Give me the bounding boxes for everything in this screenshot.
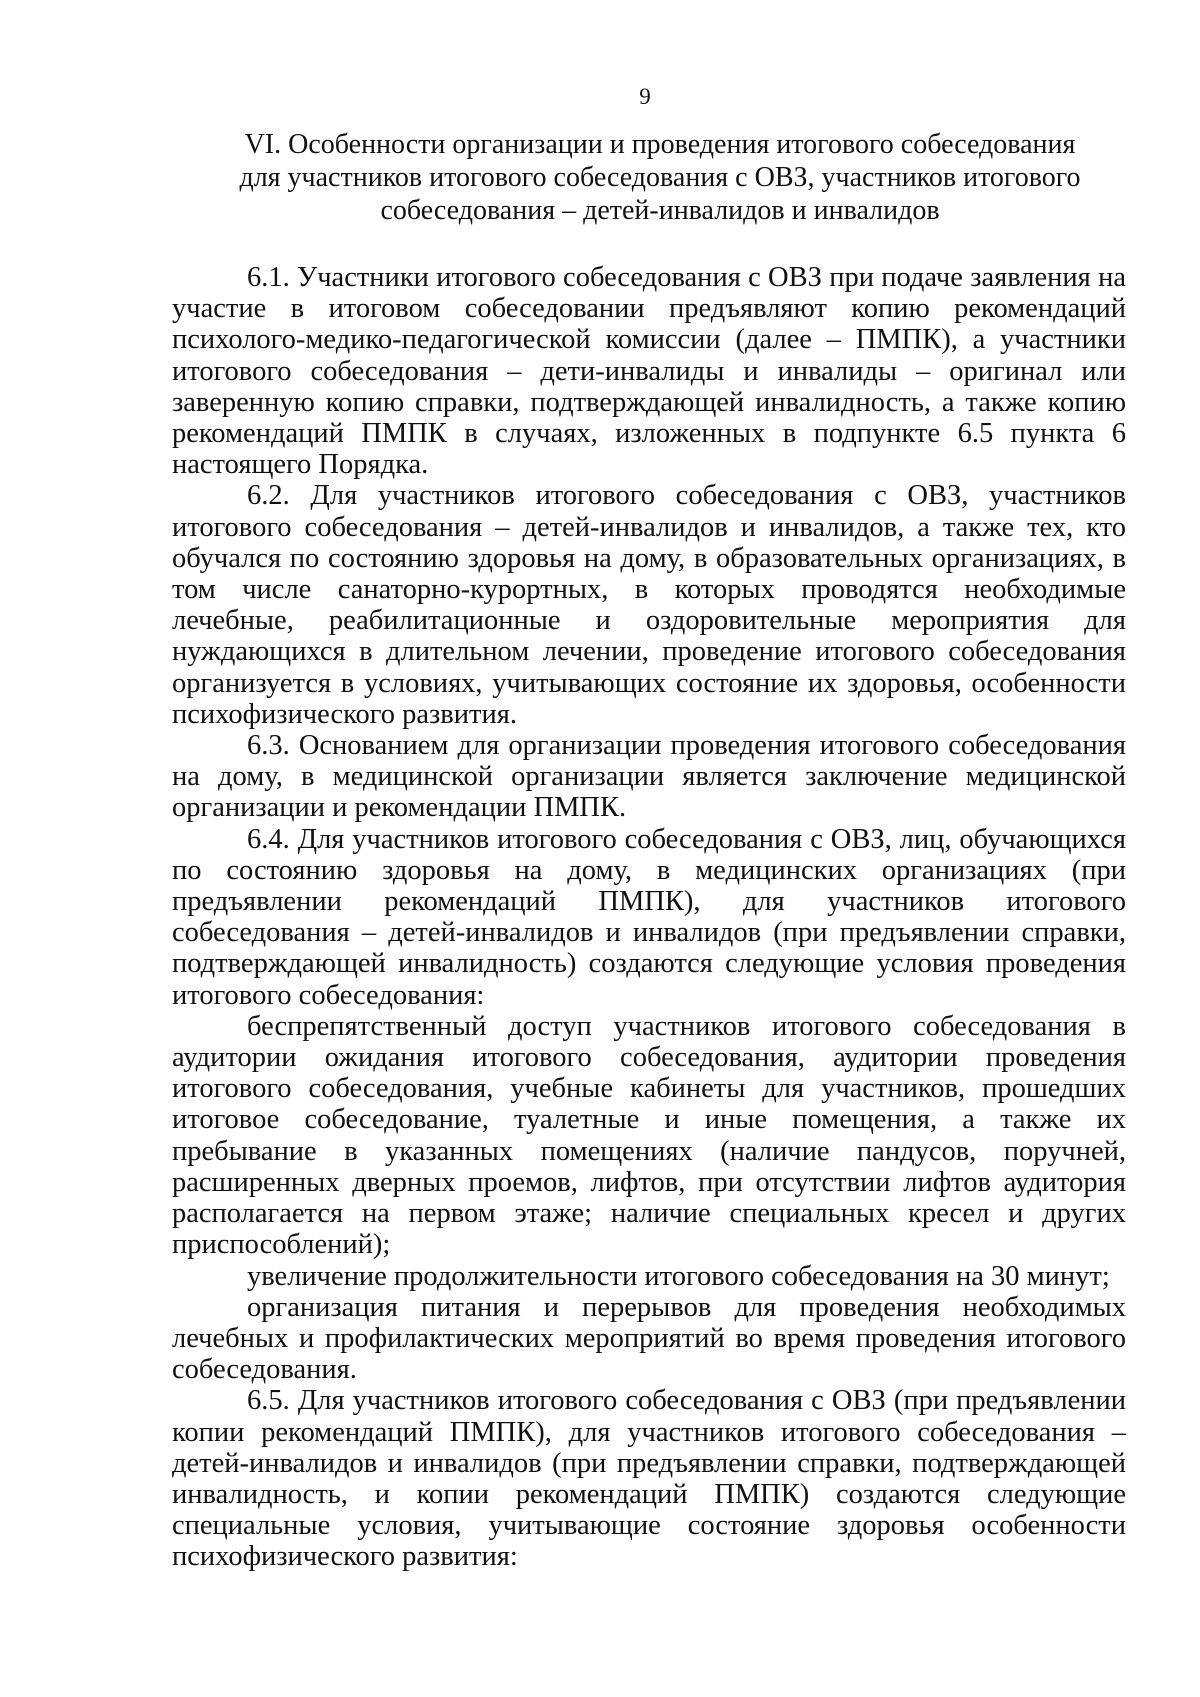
paragraph-condition-access: беспрепятственный доступ участников итогового собеседования в аудитории ожидания итогового собеседования, аудитории проведения итогового собеседования, учебные кабинеты для участников, прошедших итоговое собеседование, туалетные и иные помещения, а также их пребывание в указанных помещениях (наличие пандусов, поручней, расширенных дверных проемов, лифтов, при отсутствии лифтов аудитория располагается на первом этаже; наличие специальных кресел и других приспособлений); [172,1010,1126,1261]
heading-line: для участников итогового собеседования с ОВЗ, участников итогового [239,162,1081,193]
paragraph-6-1: 6.1. Участники итогового собеседования с ОВЗ при подаче заявления на участие в итоговом собеседовании предъявляют копию рекомендаций психолого-медико-педагогической комиссии (далее – ПМПК), а участники итогового собеседования – дети-инвалиды и инвалиды – оригинал или заверенную копию справки, подтверждающей инвалидность, а также копию рекомендаций ПМПК в случаях, изложенных в подпункте 6.5 пункта 6 настоящего Порядка. [172,262,1126,481]
document-body [172,262,1126,1573]
paragraph-6-5: 6.5. Для участников итогового собеседования с ОВЗ (при предъявлении копии рекомендаций ПМПК), для участников итогового собеседования – детей-инвалидов и инвалидов (при предъявлении справки, подтверждающей инвалидность, и копии рекомендаций ПМПК) создаются следующие специальные условия, учитывающие состояние здоровья особенности психофизического развития: [172,1385,1126,1573]
paragraph-6-3: 6.3. Основанием для организации проведения итогового собеседования на дому, в медицинской организации является заключение медицинской организации и рекомендации ПМПК. [172,730,1126,824]
paragraph-6-4: 6.4. Для участников итогового собеседования с ОВЗ, лиц, обучающихся по состоянию здоровья на дому, в медицинских организациях (при предъявлении рекомендаций ПМПК), для участников итогового собеседования – детей-инвалидов и инвалидов (при предъявлении справки, подтверждающей инвалидность) создаются следующие условия проведения итогового собеседования: [172,823,1126,1011]
paragraph-condition-meals: организация питания и перерывов для проведения необходимых лечебных и профилактических мероприятий во время проведения итогового собеседования. [172,1291,1126,1386]
page-number: 9 [639,84,651,109]
paragraph-6-2: 6.2. Для участников итогового собеседования с ОВЗ, участников итогового собеседования – детей-инвалидов и инвалидов, а также тех, кто обучался по состоянию здоровья на дому, в образовательных организациях, в том числе санаторно-курортных, в которых проводятся необходимые лечебные, реабилитационные и оздоровительные мероприятия для нуждающихся в длительном лечении, проведение итогового собеседования организуется в условиях, учитывающих состояние их здоровья, особенности психофизического развития. [172,480,1126,730]
heading-line: VI. Особенности организации и проведения итогового собеседования [244,129,1076,160]
paragraph-condition-duration: увеличение продолжительности итогового собеседования на 30 минут; [247,1260,1110,1292]
section-heading [200,128,1120,227]
heading-line: собеседования – детей-инвалидов и инвалидов [380,195,940,226]
